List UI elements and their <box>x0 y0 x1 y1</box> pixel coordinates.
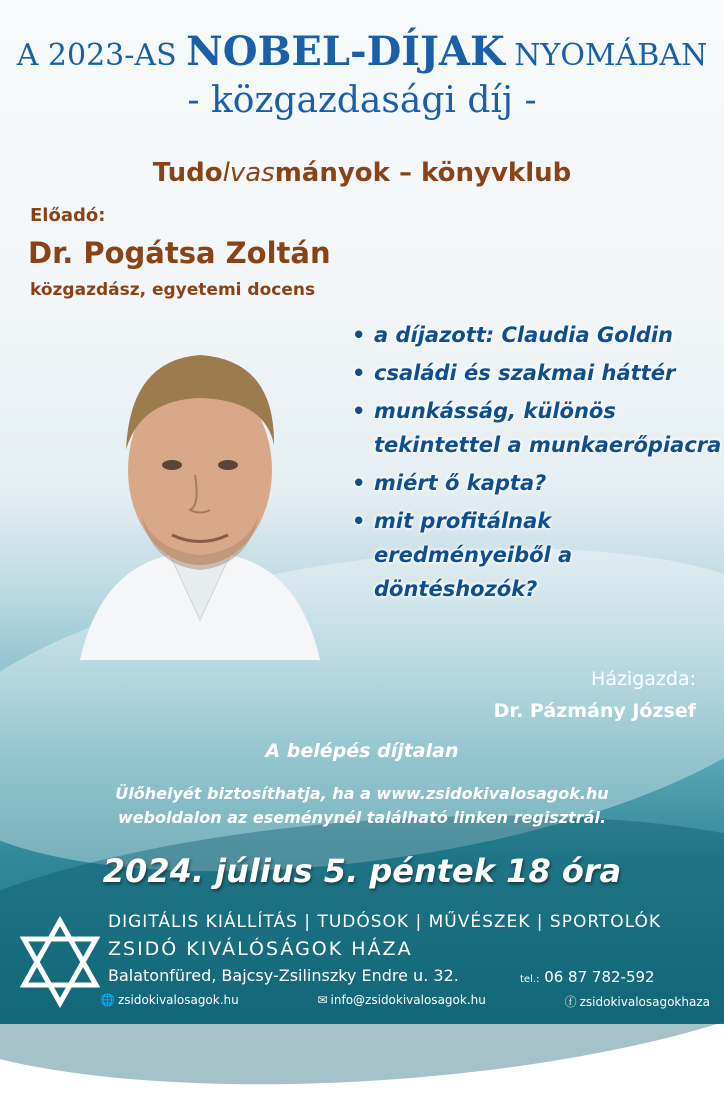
email-link[interactable]: ✉ info@zsidokivalosagok.hu <box>317 993 486 1007</box>
club-name: Tudolvasmányok – könyvklub <box>152 158 572 188</box>
registration-line: weboldalon az eseménynél található linken regisztrál. <box>117 808 607 827</box>
website-link[interactable]: 🌐 zsidokivalosagok.hu <box>100 993 239 1007</box>
entry-note: A belépés díjtalan <box>265 740 459 762</box>
speaker-name: Dr. Pogátsa Zoltán <box>28 236 331 270</box>
poster-title: A 2023-AS NOBEL-DÍJAK NYOMÁBAN <box>16 28 708 75</box>
topic-item: • a díjazott: Claudia Goldin <box>352 323 674 347</box>
facebook-link[interactable]: ⓕ zsidokivalosagokhaza <box>564 995 710 1009</box>
speaker-label: Előadó: <box>30 205 106 226</box>
organization-phone: tel.: 06 87 782-592 <box>520 968 655 986</box>
topic-item: • miért ő kapta? <box>352 471 547 495</box>
speaker-role: közgazdász, egyetemi docens <box>30 280 316 300</box>
facebook-icon: ⓕ <box>564 995 577 1009</box>
registration-note <box>0 782 724 830</box>
registration-line: Ülőhelyét biztosíthatja, ha a www.zsidokivalosagok.hu <box>115 784 609 803</box>
speaker-photo <box>60 320 340 660</box>
topic-item: • családi és szakmai háttér <box>352 361 676 385</box>
contact-footer <box>100 993 710 1010</box>
organization-address: Balatonfüred, Bajcsy-Zsilinszky Endre u. 32. <box>108 966 459 985</box>
organization-categories: DIGITÁLIS KIÁLLÍTÁS | TUDÓSOK | MŰVÉSZEK | SPORTOLÓK <box>108 912 662 932</box>
globe-icon: 🌐 <box>100 993 115 1007</box>
host-name: Dr. Pázmány József <box>493 700 696 722</box>
topic-item: • munkásság, különös tekintettel a munkaerőpiacra <box>352 399 722 457</box>
star-of-david-logo <box>20 915 100 1009</box>
event-date: 2024. július 5. péntek 18 óra <box>102 852 622 890</box>
topic-list <box>352 318 722 610</box>
host-label: Házigazda: <box>591 668 696 690</box>
envelope-icon: ✉ <box>317 993 328 1007</box>
poster-subtitle: - közgazdasági díj - <box>187 80 537 121</box>
organization-name: ZSIDÓ KIVÁLÓSÁGOK HÁZA <box>108 938 413 960</box>
topic-item: • mit profitálnak eredményeiből a döntéshozók? <box>352 509 573 601</box>
